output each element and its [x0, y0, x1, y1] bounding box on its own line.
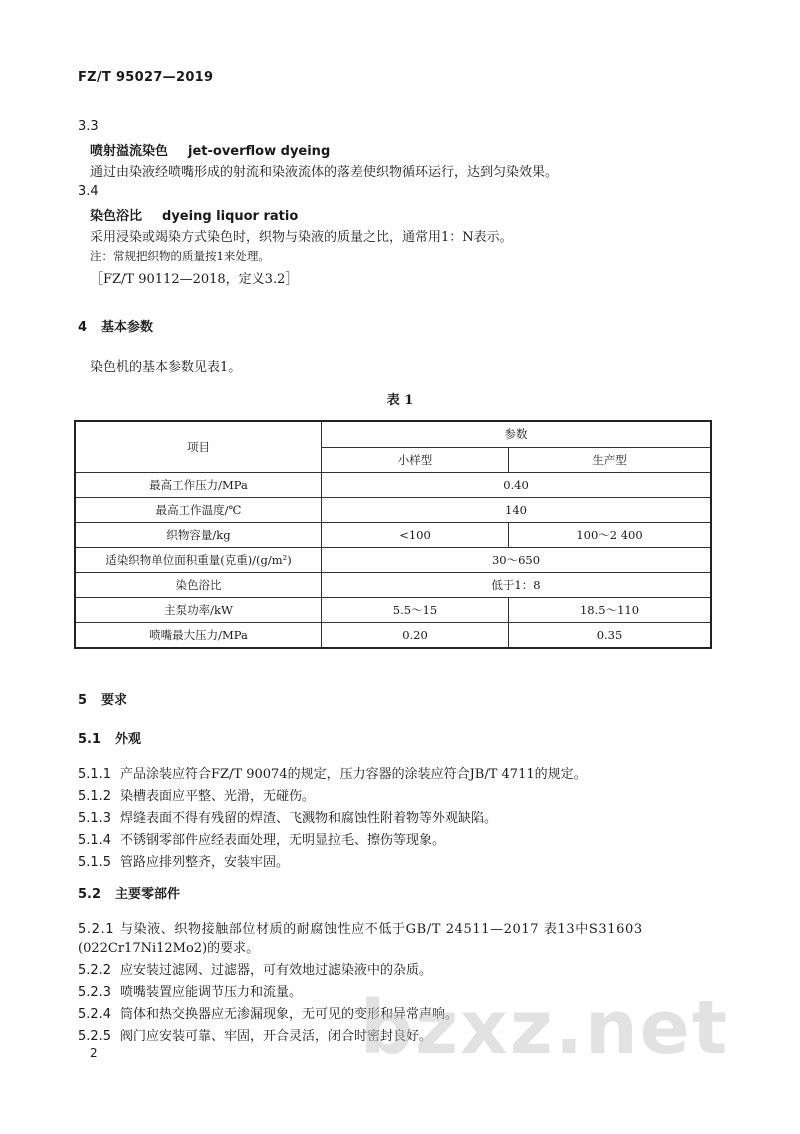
parameters-table	[74, 420, 712, 649]
subsection-number: 5.1	[78, 732, 102, 747]
requirement-number: 5.1.2	[78, 789, 112, 804]
table-row	[75, 598, 711, 623]
requirement-text: 管路应排列整齐，安装牢固。	[120, 855, 290, 870]
watermark: bzxz.net	[360, 985, 730, 1071]
term-heading	[90, 205, 298, 224]
document-code: FZ/T 95027—2019	[78, 70, 214, 85]
table-row	[75, 473, 711, 498]
row-item: 染色浴比	[75, 573, 322, 598]
requirement-text: 焊缝表面不得有残留的焊渣、飞溅物和腐蚀性附着物等外观缺陷。	[120, 811, 498, 826]
requirement-number: 5.1.5	[78, 855, 112, 870]
row-value: 140	[322, 498, 712, 523]
requirement-number: 5.2.1	[78, 922, 115, 937]
subsection-title: 主要零部件	[115, 887, 181, 902]
requirement-number: 5.2.3	[78, 985, 112, 1000]
table-row	[75, 523, 711, 548]
section-number: 4	[78, 320, 88, 335]
term-definition: 通过由染液经喷嘴形成的射流和染液流体的落差使织物循环运行，达到匀染效果。	[90, 165, 559, 180]
requirement-text: 应安装过滤网、过滤器，可有效地过滤染液中的杂质。	[120, 963, 433, 978]
subheader-production: 生产型	[509, 447, 712, 473]
requirement-item	[78, 829, 445, 848]
requirement-text: 与染液、织物接触部位材质的耐腐蚀性应不低于GB/T 24511—2017 表13中S31603	[120, 922, 643, 937]
term-note: 注：常规把织物的质量按1来处理。	[90, 249, 270, 263]
table-row	[75, 498, 711, 523]
row-item: 最高工作压力/MPa	[75, 473, 322, 498]
section-intro: 染色机的基本参数见表1。	[90, 360, 242, 375]
requirement-number: 5.1.1	[78, 767, 112, 782]
subsection-heading	[78, 728, 141, 747]
row-item: 主泵功率/kW	[75, 598, 322, 623]
section-number: 5	[78, 693, 88, 708]
requirement-item	[78, 981, 302, 1000]
subheader-small: 小样型	[322, 447, 509, 473]
requirement-number: 5.1.4	[78, 833, 112, 848]
row-value-small: <100	[322, 523, 509, 548]
requirement-text: 筒体和热交换器应无渗漏现象，无可见的变形和异常声响。	[120, 1007, 459, 1022]
requirement-text: 染槽表面应平整、光滑，无碰伤。	[120, 789, 316, 804]
term-number: 3.4	[78, 184, 99, 199]
requirement-text: 阀门应安装可靠、牢固，开合灵活，闭合时密封良好。	[120, 1029, 433, 1044]
section-title: 要求	[101, 693, 128, 708]
table-caption: 表 1	[386, 393, 414, 408]
requirement-number: 5.2.5	[78, 1029, 112, 1044]
term-english: jet-overflow dyeing	[188, 144, 331, 159]
section-heading	[78, 316, 153, 335]
requirement-number: 5.1.3	[78, 811, 112, 826]
term-definition: 采用浸染或竭染方式染色时，织物与染液的质量之比，通常用1：N表示。	[90, 230, 513, 245]
subsection-heading	[78, 883, 180, 902]
subsection-title: 外观	[115, 732, 142, 747]
page-number: 2	[90, 1046, 98, 1060]
row-value-production: 18.5～110	[509, 598, 712, 623]
term-chinese: 喷射溢流染色	[90, 144, 169, 159]
table-row	[75, 573, 711, 598]
row-item: 适染织物单位面积重量(克重)/(g/m²)	[75, 548, 322, 573]
requirement-item	[78, 918, 643, 937]
header-params: 参数	[322, 421, 712, 447]
table-row	[75, 548, 711, 573]
requirement-continuation: (022Cr17Ni12Mo2)的要求。	[78, 941, 260, 956]
requirement-text: 不锈钢零部件应经表面处理，无明显拉毛、擦伤等现象。	[120, 833, 446, 848]
requirement-item	[78, 851, 289, 870]
row-value-small: 0.20	[322, 623, 509, 649]
row-value: 低于1：8	[322, 573, 712, 598]
section-heading	[78, 689, 127, 708]
requirement-text: 喷嘴装置应能调节压力和流量。	[120, 985, 303, 1000]
term-english: dyeing liquor ratio	[162, 209, 299, 224]
requirement-item	[78, 807, 497, 826]
row-item: 织物容量/kg	[75, 523, 322, 548]
term-number: 3.3	[78, 119, 99, 134]
table-header-row	[75, 421, 711, 447]
row-item: 最高工作温度/℃	[75, 498, 322, 523]
row-value: 0.40	[322, 473, 712, 498]
subsection-number: 5.2	[78, 887, 102, 902]
section-title: 基本参数	[101, 320, 154, 335]
row-value: 30～650	[322, 548, 712, 573]
row-value-production: 0.35	[509, 623, 712, 649]
requirement-item	[78, 763, 587, 782]
requirement-text: 产品涂装应符合FZ/T 90074的规定，压力容器的涂装应符合JB/T 4711的规定。	[120, 767, 587, 782]
requirement-number: 5.2.2	[78, 963, 112, 978]
term-heading	[90, 140, 330, 159]
requirement-item	[78, 785, 315, 804]
term-chinese: 染色浴比	[90, 209, 143, 224]
table-row	[75, 623, 711, 649]
row-value-small: 5.5～15	[322, 598, 509, 623]
row-value-production: 100～2 400	[509, 523, 712, 548]
header-item: 项目	[75, 421, 322, 473]
requirement-number: 5.2.4	[78, 1007, 112, 1022]
row-item: 喷嘴最大压力/MPa	[75, 623, 322, 649]
requirement-item	[78, 959, 432, 978]
term-source: ［FZ/T 90112—2018，定义3.2］	[90, 272, 299, 287]
